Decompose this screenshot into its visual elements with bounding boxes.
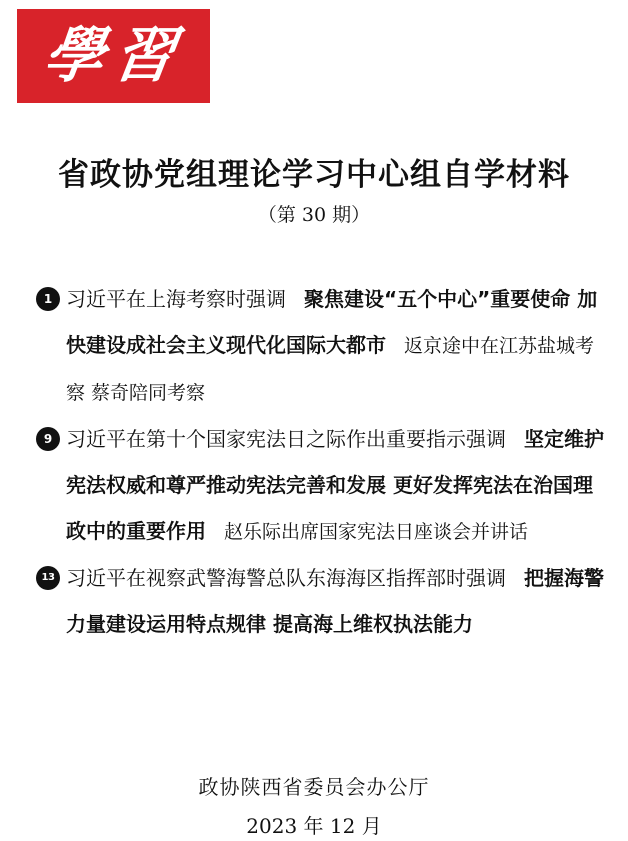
page-number-badge: 1 [36, 287, 60, 311]
publisher-office: 政协陕西省委员会办公厅 [198, 775, 430, 799]
article-lead: 习近平在上海考察时强调 [66, 287, 286, 311]
logo-text: 學習 [38, 21, 189, 91]
document-title: 省政协党组理论学习中心组自学材料 [58, 157, 570, 193]
article-list [36, 276, 608, 648]
article-item[interactable] [36, 276, 608, 416]
page-number-badge: 13 [36, 566, 60, 590]
article-lead: 习近平在视察武警海警总队东海海区指挥部时强调 [66, 566, 506, 590]
article-item[interactable] [36, 416, 608, 555]
article-headline: 坚定维护宪法权威和尊严推动宪法完善和发展 更好发挥宪法在治国理政中的重要作用 [66, 427, 604, 543]
article-lead: 习近平在第十个国家宪法日之际作出重要指示强调 [66, 427, 506, 451]
page-number-badge: 9 [36, 427, 60, 451]
article-item[interactable] [36, 555, 608, 648]
issue-number: （第 30 期） [257, 204, 371, 226]
article-headline: 把握海警力量建设运用特点规律 提高海上维权执法能力 [66, 566, 604, 636]
article-headline: 聚焦建设“五个中心”重要使命 加快建设成社会主义现代化国际大都市 [66, 287, 598, 357]
xuexi-logo [17, 9, 210, 103]
article-subtitle: 赵乐际出席国家宪法日座谈会并讲话 [224, 521, 529, 543]
article-subtitle: 返京途中在江苏盐城考察 蔡奇陪同考察 [66, 335, 595, 404]
publication-date: 2023 年 12 月 [246, 814, 382, 838]
